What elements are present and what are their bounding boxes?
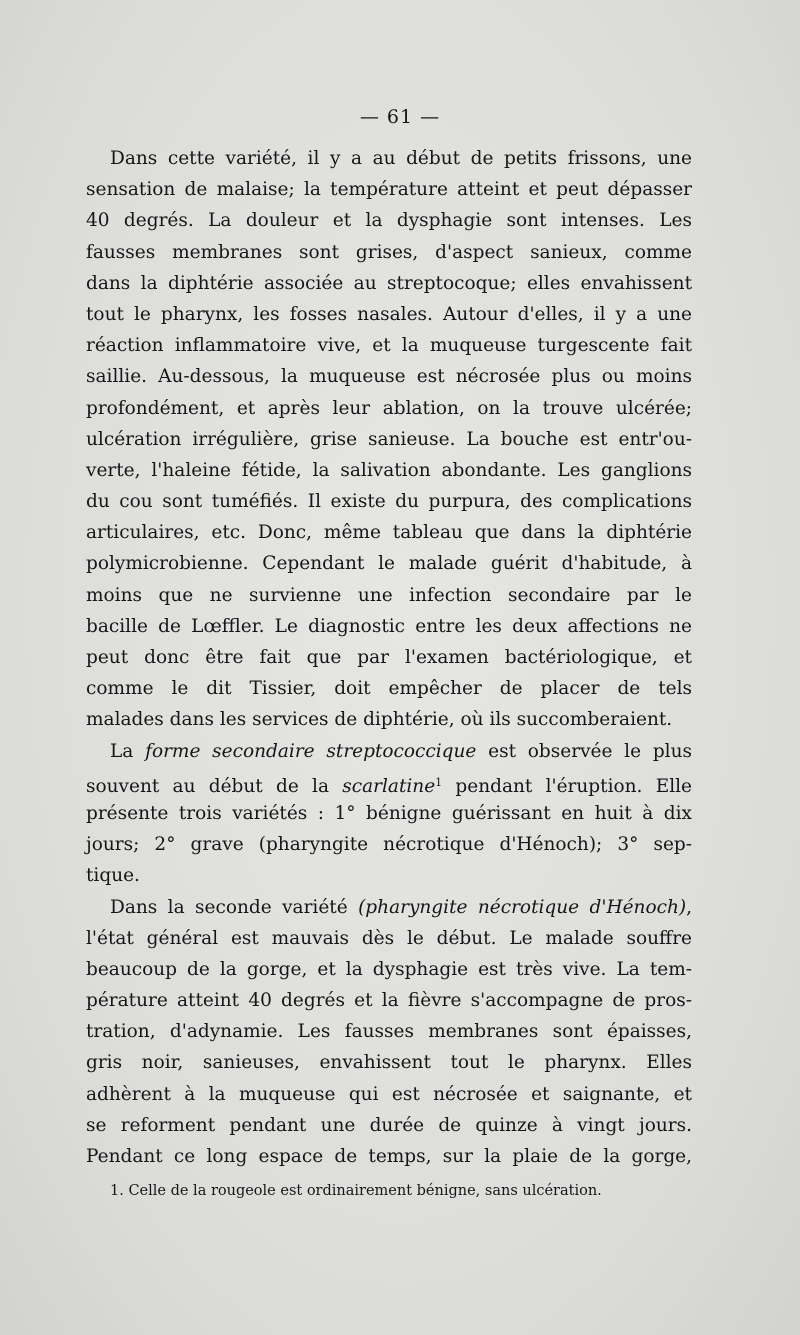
text-line: saillie. Au-dessous, la muqueuse est nécrosée plus ou moins	[86, 366, 692, 388]
text-segment: est observée le plus	[476, 740, 692, 762]
text-segment: ,	[686, 896, 692, 918]
text-line: beaucoup de la gorge, et la dysphagie est très vive. La tem-	[86, 958, 692, 980]
text-line: comme le dit Tissier, doit empêcher de placer de tels	[86, 678, 692, 700]
text-line: Pendant ce long espace de temps, sur la plaie de la gorge,	[86, 1146, 692, 1167]
text-segment: pendant l'éruption. Elle	[442, 775, 692, 797]
text-line: tique.	[86, 865, 140, 887]
text-line: tration, d'adynamie. Les fausses membranes sont épaisses,	[86, 1021, 692, 1043]
text-line: présente trois variétés : 1° bénigne guérissant en huit à dix	[86, 802, 692, 824]
text-line: articulaires, etc. Donc, même tableau que dans la diphtérie	[86, 522, 692, 544]
text-segment: souvent au début de la	[86, 775, 343, 797]
text-line: se reforment pendant une durée de quinze à vingt jours.	[86, 1114, 692, 1136]
text-line: jours; 2° grave (pharyngite nécrotique d'Hénoch); 3° sep-	[86, 834, 692, 856]
text-line: Dans cette variété, il y a au début de petits frissons, une	[110, 148, 692, 169]
text-line: peut donc être fait que par l'examen bactériologique, et	[86, 647, 692, 668]
italic-segment: forme secondaire streptococcique	[145, 740, 477, 762]
text-line: l'état général est mauvais dès le début. Le malade souffre	[86, 927, 692, 949]
text-line: verte, l'haleine fétide, la salivation abondante. Les ganglions	[86, 459, 692, 481]
text-segment: La	[110, 740, 146, 762]
text-line: adhèrent à la muqueuse qui est nécrosée et saignante, et	[86, 1083, 692, 1105]
page-number: — 61 —	[359, 106, 441, 128]
text-line: sensation de malaise; la température atteint et peut dépasser	[86, 179, 692, 201]
body-text	[86, 143, 692, 1172]
text-line: fausses membranes sont grises, d'aspect sanieux, comme	[86, 241, 692, 263]
text-line: gris noir, sanieuses, envahissent tout le pharynx. Elles	[86, 1052, 692, 1074]
text-line: profondément, et après leur ablation, on la trouve ulcérée;	[86, 397, 692, 419]
text-line: réaction inflammatoire vive, et la muqueuse turgescente fait	[86, 335, 692, 357]
italic-segment: scarlatine	[342, 775, 436, 797]
text-line: dans la diphtérie associée au streptocoque; elles envahissent	[86, 272, 692, 294]
text-line: bacille de Lœffler. Le diagnostic entre les deux affections ne	[86, 615, 692, 637]
text-line: malades dans les services de diphtérie, où ils succomberaient.	[86, 709, 673, 731]
text-line: 40 degrés. La douleur et la dysphagie sont intenses. Les	[86, 210, 692, 232]
text-line: pérature atteint 40 degrés et la fièvre s'accompagne de pros-	[86, 990, 692, 1012]
text-line	[86, 767, 692, 798]
text-segment: Dans la seconde variété	[110, 896, 359, 918]
text-line: tout le pharynx, les fosses nasales. Autour d'elles, il y a une	[86, 303, 692, 325]
text-line: polymicrobienne. Cependant le malade guérit d'habitude, à	[86, 553, 692, 575]
footnote: 1. Celle de la rougeole est ordinairement bénigne, sans ulcération.	[110, 1183, 602, 1199]
text-line	[86, 736, 692, 767]
text-line: ulcération irrégulière, grise sanieuse. La bouche est entr'ou-	[86, 428, 692, 450]
text-line: moins que ne survienne une infection secondaire par le	[86, 584, 692, 606]
text-line: du cou sont tuméfiés. Il existe du purpura, des complications	[86, 491, 692, 513]
text-line	[86, 892, 692, 923]
footnote-marker: 1	[435, 775, 443, 789]
italic-segment: (pharyngite nécrotique d'Hénoch)	[358, 896, 687, 918]
